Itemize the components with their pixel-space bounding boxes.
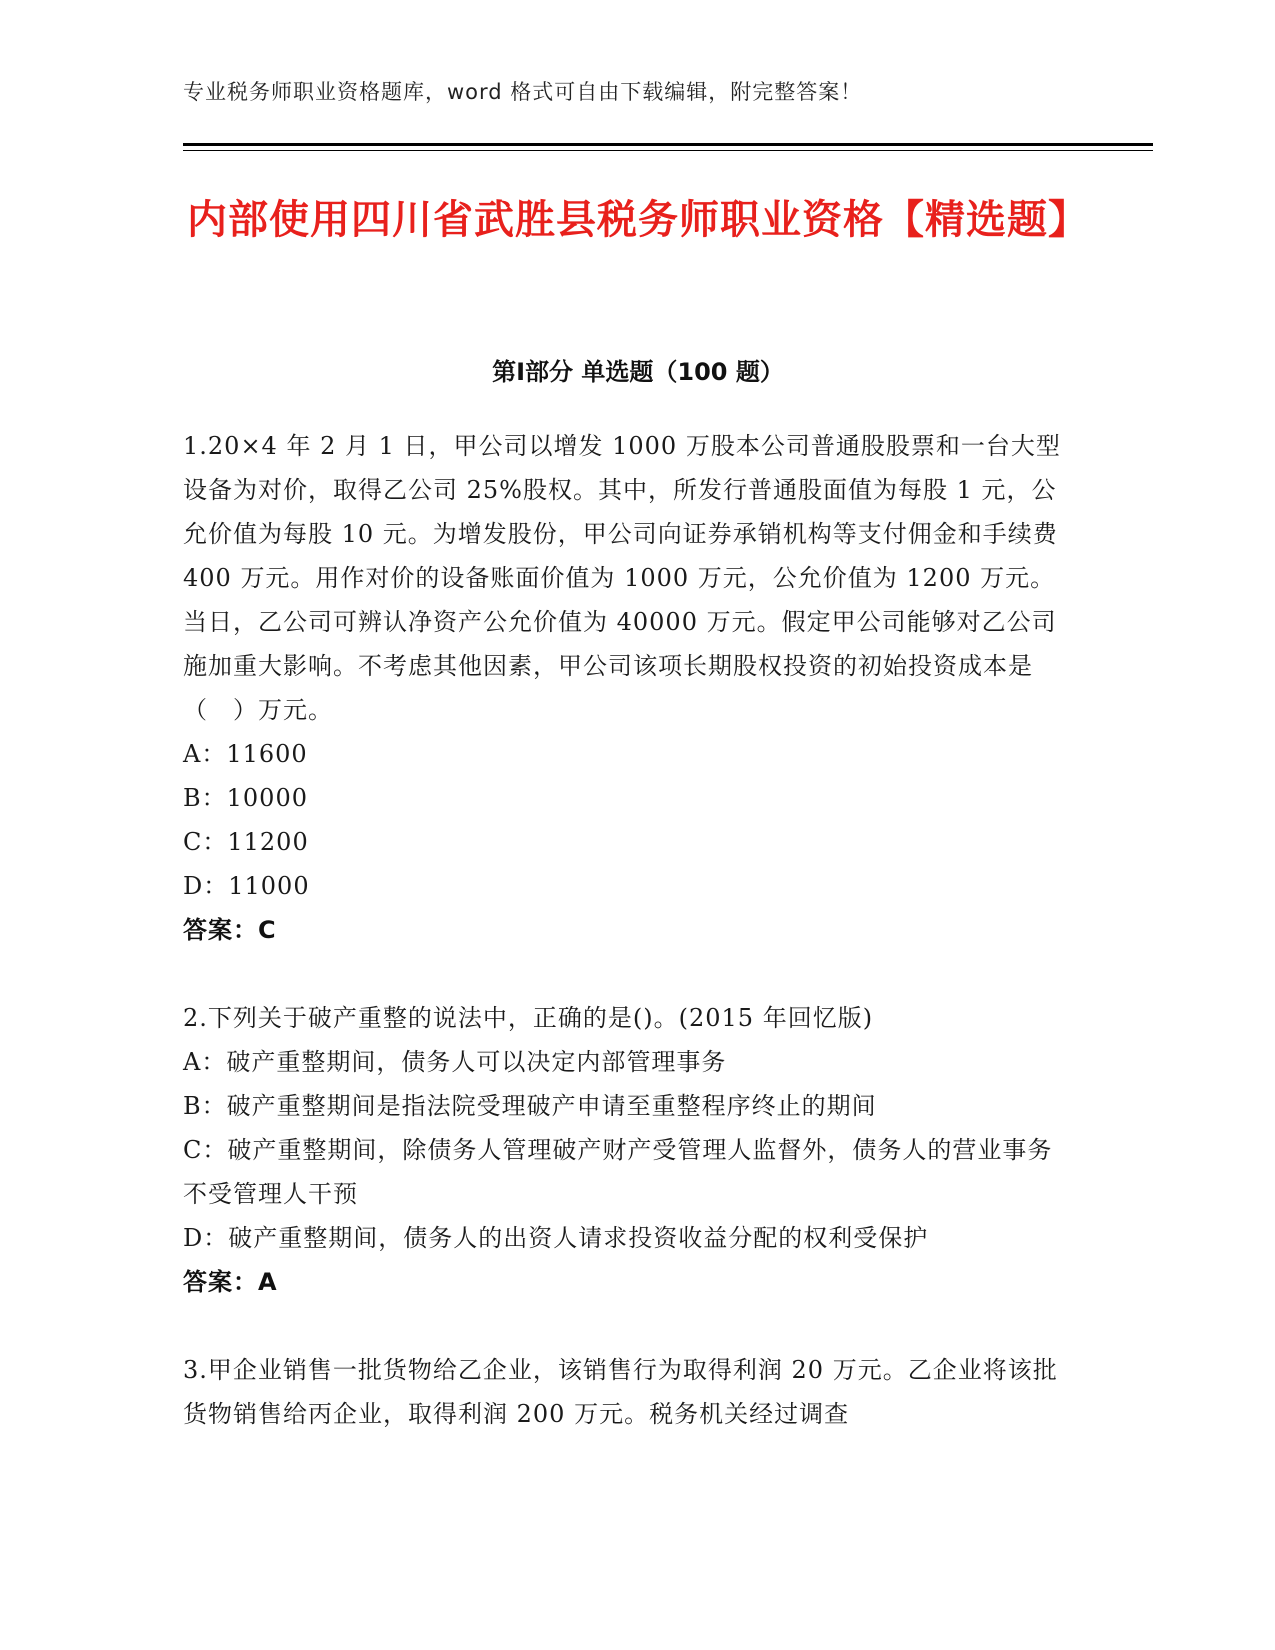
option-d: D：破产重整期间，债务人的出资人请求投资收益分配的权利受保护: [183, 1224, 929, 1252]
question-list: [183, 424, 1073, 1436]
option-b: B：10000: [183, 784, 308, 812]
question-1: [183, 424, 1073, 952]
option-c: C：破产重整期间，除债务人管理破产财产受管理人监督外，债务人的营业事务不受管理人干预: [183, 1136, 1053, 1208]
header-rule-thin: [183, 150, 1153, 151]
option-a: A：11600: [183, 740, 308, 768]
question-text: 3.甲企业销售一批货物给乙企业，该销售行为取得利润 20 万元。乙企业将该批货物销售给丙企业，取得利润 200 万元。税务机关经过调查: [183, 1356, 1058, 1428]
spacer: [183, 952, 1073, 996]
answer: 答案：C: [183, 916, 277, 944]
document-title: 内部使用四川省武胜县税务师职业资格【精选题】: [187, 197, 1089, 243]
spacer: [183, 1304, 1073, 1348]
option-d: D：11000: [183, 872, 310, 900]
section-title: 第Ⅰ部分 单选题（100 题）: [492, 358, 784, 386]
header-rule-thick: [183, 143, 1153, 146]
option-a: A：破产重整期间，债务人可以决定内部管理事务: [183, 1048, 727, 1076]
question-3: [183, 1348, 1073, 1436]
answer: 答案：A: [183, 1268, 278, 1296]
question-text: 1.20×4 年 2 月 1 日，甲公司以增发 1000 万股本公司普通股股票和一台大型设备为对价，取得乙公司 25%股权。其中，所发行普通股面值为每股 1 元，公允价值为每股 10 元。为增发股份，甲公司向证券承销机构等支付佣金和手续费 400 万元。用作对价的设备账面价值为 1000 万元，公允价值为 1200 万元。当日，乙公司可辨认净资产公允价值为 40000 万元。假定甲公司能够对乙公司施加重大影响。不考虑其他因素，甲公司该项长期股权投资的初始投资成本是（ ）万元。: [183, 432, 1061, 724]
header-note: 专业税务师职业资格题库，word 格式可自由下载编辑，附完整答案！: [183, 80, 863, 104]
option-b: B：破产重整期间是指法院受理破产申请至重整程序终止的期间: [183, 1092, 877, 1120]
question-2: [183, 996, 1073, 1304]
question-text: 2.下列关于破产重整的说法中，正确的是()。(2015 年回忆版): [183, 1004, 874, 1032]
option-c: C：11200: [183, 828, 309, 856]
